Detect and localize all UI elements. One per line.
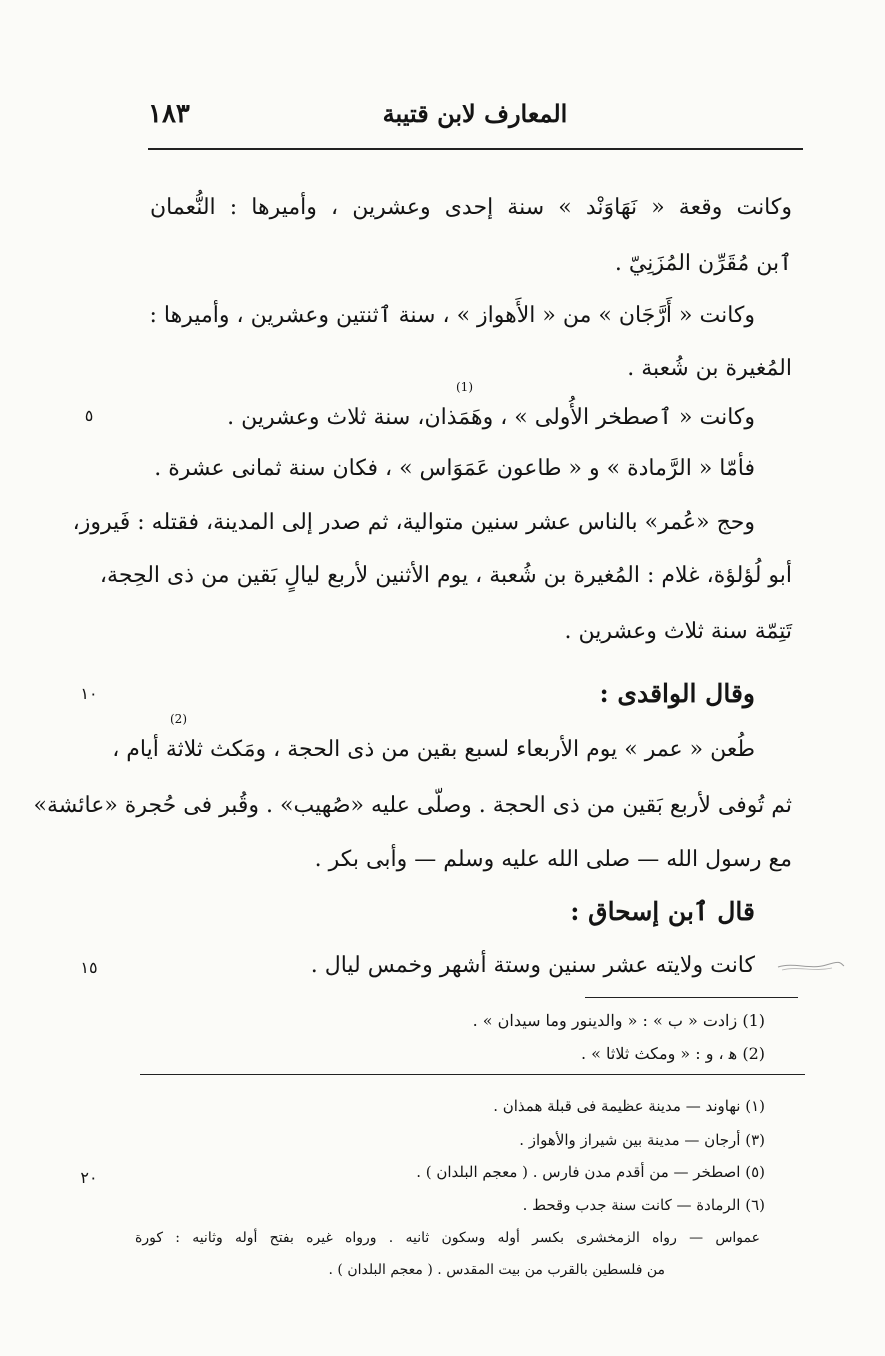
text-line-5: وكانت « ٱصطخر الأُولى » ، وهَمَذان، سنة ثلاث وعشرين . bbox=[227, 405, 755, 430]
text-line-7: وحج «عُمر» بالناس عشر سنين متوالية، ثم صدر إلى المدينة، فقتله : فَيروز، bbox=[72, 510, 755, 535]
margin-line-number: ٥ bbox=[84, 406, 94, 425]
variant-notes-rule bbox=[585, 997, 798, 998]
editor-note: عمواس — رواه الزمخشرى بكسر أوله وسكون ثانيه . ورواه غيره بفتح أوله وثانيه : كورة bbox=[135, 1230, 760, 1246]
text-line-3: وكانت « أَرَّجَان » من « الأَهواز » ، سنة ٱثنتين وعشرين ، وأميرها : bbox=[149, 303, 755, 328]
editor-note: (٣) أرجان — مدينة بين شيراز والأهواز . bbox=[519, 1131, 765, 1149]
editor-note: (٦) الرمادة — كانت سنة جدب وقحط . bbox=[522, 1196, 765, 1214]
editor-note: (٥) اصطخر — من أقدم مدن فارس . ( معجم البلدان ) . bbox=[416, 1163, 765, 1181]
text-line-1: وكانت وقعة « نَهَاوَنْد » سنة إحدى وعشرين ، وأميرها : النُّعمان bbox=[150, 195, 792, 220]
page-number: ١٨٣ bbox=[148, 99, 190, 129]
editor-note: (١) نهاوند — مدينة عظيمة فى قبلة همذان . bbox=[493, 1097, 765, 1115]
margin-line-number: ١٠ bbox=[80, 684, 98, 703]
variant-note: (1) زادت « ب » : « والدينور وما سيدان » . bbox=[472, 1011, 765, 1030]
section-heading-ibn-ishaq: قال ٱبن إسحاق : bbox=[570, 897, 755, 926]
footnote-marker-1: (1) bbox=[456, 380, 473, 394]
running-header-title: المعارف لابن قتيبة bbox=[382, 99, 568, 128]
text-line-6: فأمّا « الرَّمادة » و « طاعون عَمَوَاس » ، فكان سنة ثمانى عشرة . bbox=[154, 456, 755, 481]
footnote-marker-2: (2) bbox=[170, 712, 187, 726]
text-line-9: تَتِمّة سنة ثلاث وعشرين . bbox=[564, 619, 792, 644]
margin-line-number: ١٥ bbox=[80, 958, 98, 977]
editor-note: من فلسطين بالقرب من بيت المقدس . ( معجم البلدان ) . bbox=[328, 1262, 665, 1278]
margin-line-number: ٢٠ bbox=[80, 1168, 98, 1187]
text-line-2: ٱبن مُقَرِّن المُزَنِيّ . bbox=[614, 251, 792, 276]
text-line-13: مع رسول الله — صلى الله عليه وسلم — وأبى بكر . bbox=[314, 847, 792, 872]
text-line-4: المُغيرة بن شُعبة . bbox=[627, 356, 792, 381]
editor-notes-rule bbox=[140, 1074, 805, 1075]
text-line-8: أبو لُؤلؤة، غلام : المُغيرة بن شُعبة ، يوم الأثنين لأربع ليالٍ بَقين من ذى الحِجة، bbox=[99, 563, 792, 588]
text-line-12: ثم تُوفى لأربع بَقين من ذى الحجة . وصلّى عليه «صُهيب» . وقُبر فى حُجرة «عائشة» bbox=[33, 793, 792, 818]
section-heading-waqidi: وقال الواقدى : bbox=[599, 679, 755, 708]
text-line-15: كانت ولايته عشر سنين وستة أشهر وخمس ليال . bbox=[310, 953, 755, 978]
text-line-11: طُعن « عمر » يوم الأربعاء لسبع بقين من ذى الحجة ، ومَكث ثلاثة أيام ، bbox=[112, 737, 755, 762]
header-rule bbox=[148, 148, 803, 150]
variant-note: (2) ﻫ ، و : « ومكث ثلاثا » . bbox=[580, 1044, 765, 1063]
pencil-mark bbox=[776, 955, 846, 975]
